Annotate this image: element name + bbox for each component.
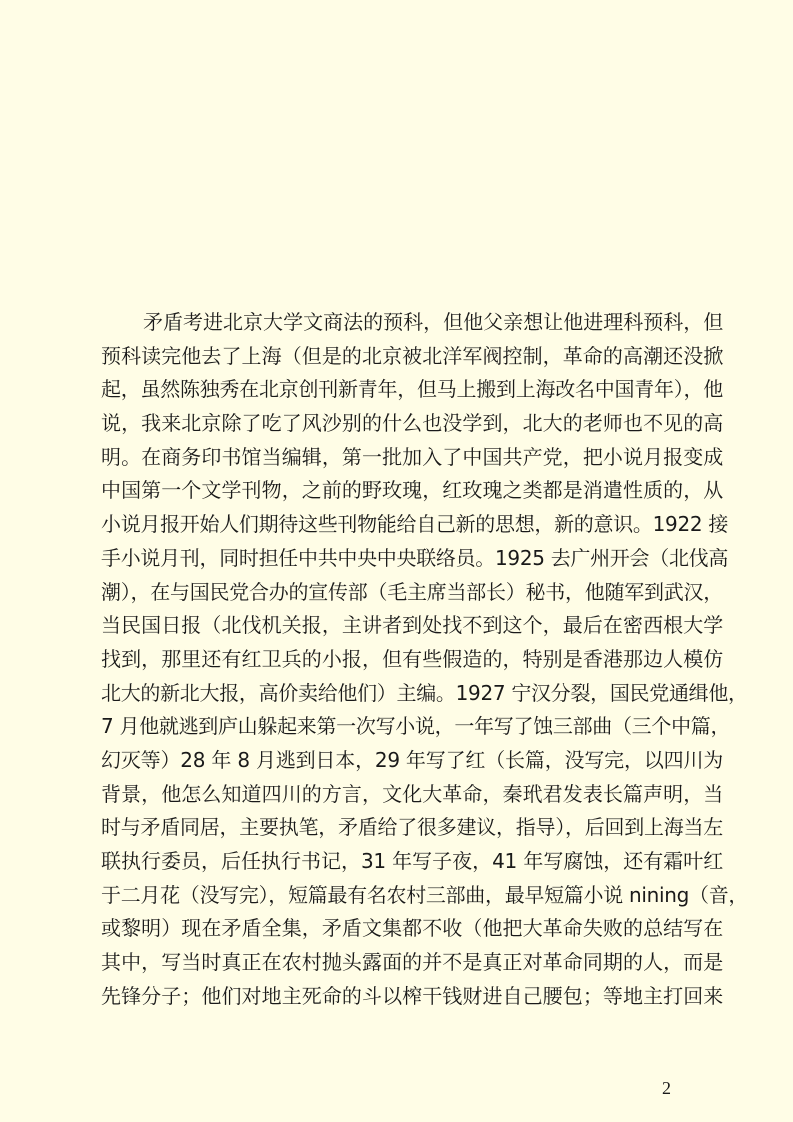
text-line: 联执行委员，后任执行书记，31 年写子夜，41 年写腐蚀，还有霜叶红 <box>101 849 723 873</box>
text-line: 手小说月刊，同时担任中共中央中央联络员。1925 去广州开会（北伐高 <box>101 545 729 570</box>
text-line: 小说月报开始人们期待这些刊物能给自己新的思想，新的意识。1922 接 <box>101 512 729 537</box>
text-line: 当民国日报（北伐机关报，主讲者到处找不到这个，最后在密西根大学 <box>101 613 723 638</box>
text-line: 起，虽然陈独秀在北京创刊新青年，但马上搬到上海改名中国青年），他 <box>101 377 723 402</box>
text-line: 北大的新北大报，高价卖给他们）主编。1927 宁汉分裂，国民党通缉他， <box>101 680 748 705</box>
text-line: 时与矛盾同居，主要执笔，矛盾给了很多建议，指导），后回到上海当左 <box>101 815 723 840</box>
text-line: 找到，那里还有红卫兵的小报，但有些假造的，特别是香港那边人模仿 <box>101 646 723 671</box>
text-line: 于二月花（没写完），短篇最有名农村三部曲，最早短篇小说 nining（音， <box>101 882 749 907</box>
text-line: 其中，写当时真正在农村抛头露面的并不是真正对革命同期的人，而是 <box>101 950 723 975</box>
text-line: 潮），在与国民党合办的宣传部（毛主席当部长）秘书，他随军到武汉， <box>101 579 723 604</box>
page-number: 2 <box>662 1078 671 1098</box>
body-paragraph <box>101 306 749 1013</box>
text-line: 中国第一个文学刊物，之前的野玫瑰，红玫瑰之类都是消遣性质的，从 <box>101 478 723 503</box>
text-line: 先锋分子；他们对地主死命的斗以榨干钱财进自己腰包；等地主打回来 <box>101 983 723 1008</box>
text-line: 幻灭等）28 年 8 月逃到日本，29 年写了红（长篇，没写完，以四川为 <box>101 747 723 772</box>
text-line: 预科读完他去了上海（但是的北京被北洋军阀控制，革命的高潮还没掀 <box>101 343 723 368</box>
text-line: 明。在商务印书馆当编辑，第一批加入了中国共产党，把小说月报变成 <box>101 444 723 469</box>
text-line: 或黎明）现在矛盾全集，矛盾文集都不收（他把大革命失败的总结写在 <box>101 916 723 941</box>
text-line: 7 月他就逃到庐山躲起来第一次写小说，一年写了蚀三部曲（三个中篇， <box>101 714 731 739</box>
text-line: 矛盾考进北京大学文商法的预科，但他父亲想让他进理科预科，但 <box>143 310 723 334</box>
text-line: 背景，他怎么知道四川的方言，文化大革命，秦玳君发表长篇声明，当 <box>101 781 723 806</box>
text-line: 说，我来北京除了吃了风沙别的什么也没学到，北大的老师也不见的高 <box>101 411 723 436</box>
